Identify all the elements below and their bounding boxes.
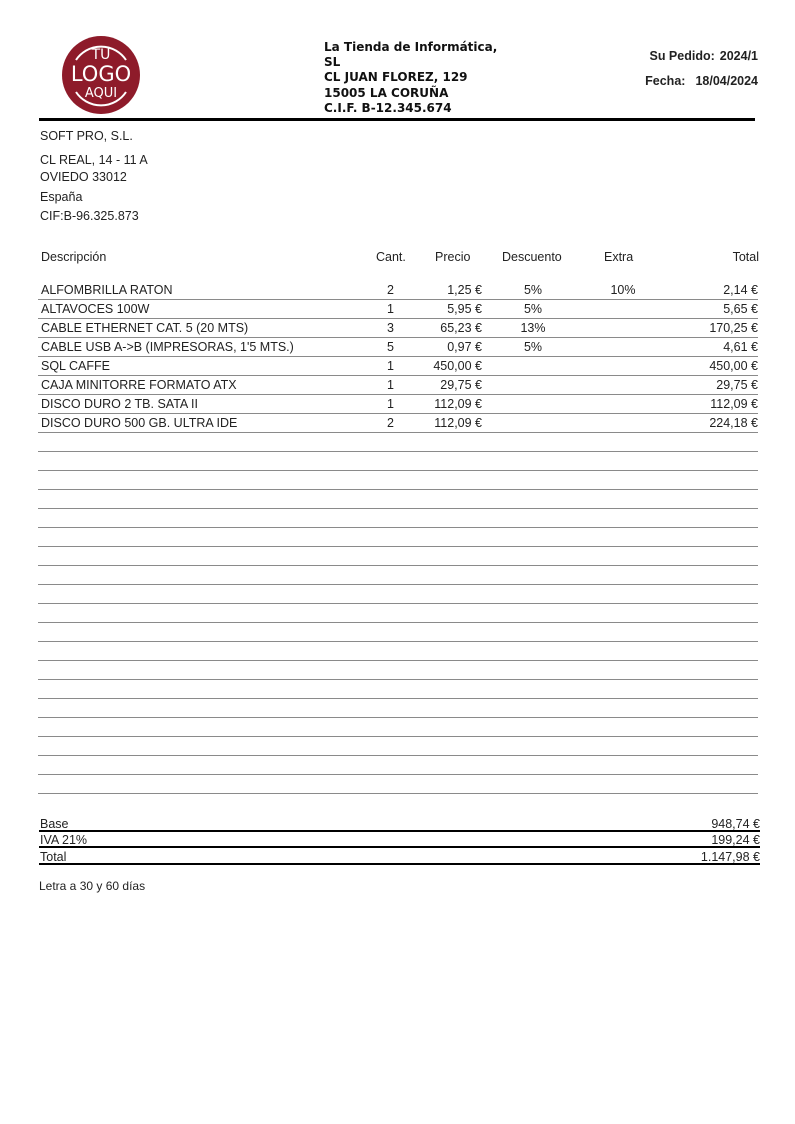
tax-row [39,832,760,849]
company-name-line1: La Tienda de Informática, [324,40,498,54]
item-total: 4,61 € [723,340,758,354]
company-info [324,40,514,116]
item-quantity: 1 [387,397,394,411]
client-name: SOFT PRO, S.L. [40,129,133,143]
column-header-extra: Extra [604,250,634,264]
item-description: CABLE ETHERNET CAT. 5 (20 MTS) [41,321,249,335]
payment-terms: Letra a 30 y 60 días [39,879,146,893]
item-description: SQL CAFFE [41,359,110,373]
company-address: CL JUAN FLOREZ, 129 [324,70,468,85]
empty-table-row [38,528,758,547]
empty-table-row [38,623,758,642]
empty-table-row [38,547,758,566]
company-logo [62,36,140,114]
empty-table-row [38,756,758,775]
item-total: 5,65 € [723,302,758,316]
base-value: 948,74 € [711,816,760,831]
empty-table-row [38,718,758,737]
empty-table-row [38,585,758,604]
item-price: 5,95 € [447,302,482,316]
empty-table-row [38,699,758,718]
item-price: 112,09 € [434,416,482,430]
grand-total-label: Total [40,849,67,864]
base-label: Base [40,816,69,831]
order-date-row [645,74,758,99]
item-quantity: 3 [387,321,394,335]
company-city: 15005 LA CORUÑA [324,85,449,100]
grand-total-value: 1.147,98 € [700,849,760,864]
column-header-price: Precio [435,250,471,264]
item-description: DISCO DURO 2 TB. SATA II [41,397,198,411]
empty-table-row [38,433,758,452]
logo-text-top: TU [91,47,111,63]
item-total: 170,25 € [709,321,758,335]
client-address: CL REAL, 14 - 11 A [40,153,148,167]
empty-table-row [38,775,758,794]
item-description: ALFOMBRILLA RATON [41,283,173,297]
table-row [38,357,758,376]
company-name-line2: SL [324,55,341,70]
item-quantity: 1 [387,302,394,316]
item-total: 2,14 € [723,283,758,297]
item-quantity: 2 [387,283,394,297]
empty-table-row [38,661,758,680]
logo-text-main: LOGO [70,62,132,86]
empty-table-row [38,471,758,490]
totals-section [39,815,760,865]
empty-table-row [38,452,758,471]
table-row [38,300,758,319]
order-date-value: 18/04/2024 [695,74,758,88]
item-total: 29,75 € [716,378,758,392]
item-quantity: 2 [387,416,394,430]
item-price: 450,00 € [433,359,482,373]
item-discount: 5% [523,302,543,316]
base-row [39,815,760,832]
empty-table-row [38,509,758,528]
order-info [645,49,758,99]
line-items-table [38,281,758,794]
item-quantity: 5 [387,340,394,354]
client-city: OVIEDO 33012 [40,170,127,184]
tax-value: 199,24 € [711,833,760,847]
item-description: CAJA MINITORRE FORMATO ATX [41,378,237,392]
empty-table-row [38,680,758,699]
logo-text-bottom: AQUI [84,86,118,101]
order-date-label: Fecha: [645,74,686,88]
item-description: CABLE USB A->B (IMPRESORAS, 1'5 MTS.) [41,340,294,354]
empty-table-row [38,566,758,585]
company-cif: C.I.F. B-12.345.674 [324,100,452,115]
header-divider [39,118,755,121]
item-price: 0,97 € [447,340,482,354]
client-country: España [40,190,83,204]
empty-table-row [38,490,758,509]
item-quantity: 1 [387,359,394,373]
item-price: 29,75 € [440,378,482,392]
item-total: 224,18 € [709,416,758,430]
table-row [38,319,758,338]
column-header-total: Total [732,250,759,264]
item-price: 112,09 € [434,397,482,411]
item-discount: 5% [523,283,543,297]
item-discount: 5% [523,340,543,354]
item-total: 450,00 € [709,359,758,373]
order-number-label: Su Pedido: [649,49,715,63]
item-description: DISCO DURO 500 GB. ULTRA IDE [41,416,238,430]
table-row [38,395,758,414]
order-number-row [645,49,758,74]
table-row [38,281,758,300]
table-row [38,414,758,433]
item-price: 65,23 € [440,321,482,335]
item-description: ALTAVOCES 100W [41,302,150,316]
client-cif: CIF:B-96.325.873 [40,209,139,223]
item-total: 112,09 € [710,397,758,411]
grand-total-row [39,848,760,865]
item-extra: 10% [610,283,636,297]
item-discount: 13% [520,321,546,335]
order-number-value: 2024/1 [719,49,758,63]
column-header-discount: Descuento [502,250,562,264]
empty-table-row [38,642,758,661]
table-row [38,338,758,357]
table-row [38,376,758,395]
empty-table-row [38,737,758,756]
item-quantity: 1 [387,378,394,392]
column-header-quantity: Cant. [376,250,406,264]
tax-label: IVA 21% [40,833,88,847]
empty-table-row [38,604,758,623]
column-header-description: Descripción [41,250,107,264]
item-price: 1,25 € [447,283,482,297]
